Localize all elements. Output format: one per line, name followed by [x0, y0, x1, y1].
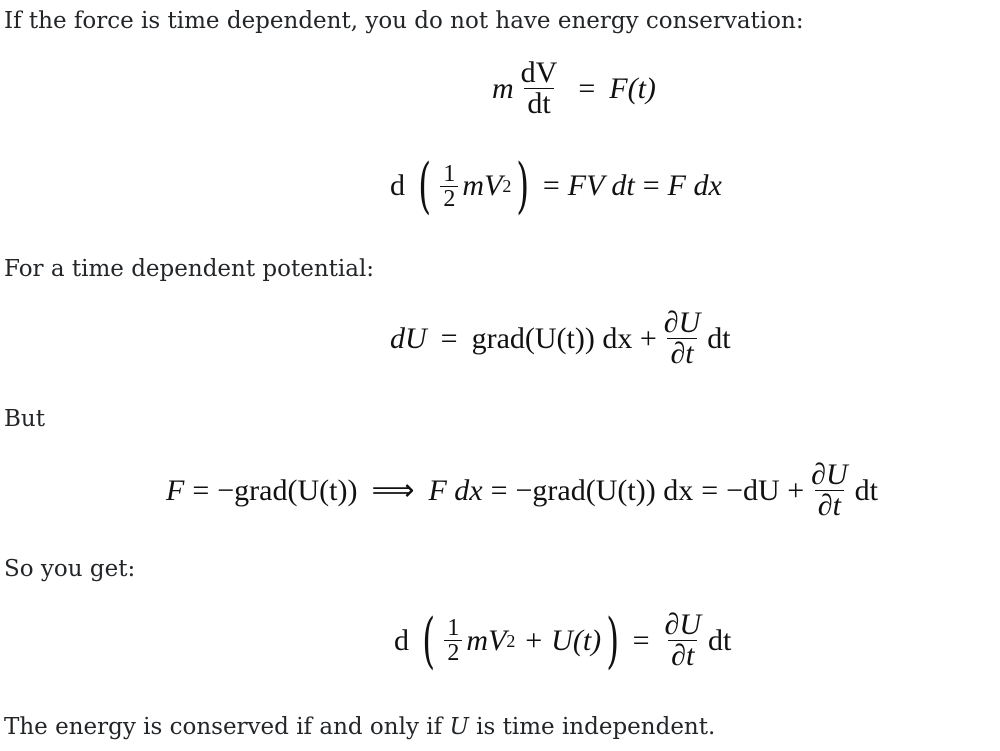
paragraph-but: But: [4, 406, 45, 432]
equation-energy: [394, 605, 732, 676]
eq2-rhs-1: FV dt: [567, 169, 635, 202]
eq4-denominator: ∂t: [815, 490, 844, 521]
paragraph-so-you-get: So you get:: [4, 556, 136, 582]
eq2-right-paren: ): [516, 151, 530, 221]
eq1-rhs: F(t): [609, 71, 656, 105]
eq5-right-paren: ): [606, 605, 620, 676]
eq4-numerator: ∂U: [811, 458, 848, 491]
eq2-d: d: [390, 169, 405, 202]
eq3-lhs: dU: [390, 321, 427, 355]
eq5-denominator: ∂t: [668, 640, 697, 671]
eq2-half: [440, 162, 458, 211]
eq2-equals-1: =: [542, 169, 560, 202]
eq2-equals-2: =: [642, 169, 660, 202]
eq5-v: V: [488, 623, 507, 657]
eq1-mass: m: [492, 71, 514, 105]
eq5-dt: dt: [708, 623, 732, 657]
eq1-denominator: dt: [524, 88, 553, 119]
eq2-square: 2: [502, 176, 512, 196]
eq5-half-num: 1: [447, 615, 460, 641]
eq1-numerator: dV: [520, 56, 558, 89]
eq4-fdx: F dx: [428, 473, 483, 507]
eq1-fraction: [518, 58, 561, 119]
eq5-left-paren: (: [422, 605, 436, 676]
eq4-minus-du: −dU +: [726, 473, 805, 507]
eq5-m: m: [466, 623, 489, 657]
equation-kinetic: [390, 151, 722, 221]
eq4-f: F: [166, 473, 185, 507]
eq5-d: d: [394, 623, 409, 657]
eq2-v: V: [484, 169, 503, 202]
conclusion-pre: The energy is conserved if and only if: [4, 714, 450, 740]
eq5-half-den: 2: [444, 640, 462, 665]
conclusion-post: is time independent.: [468, 714, 716, 740]
eq3-grad: grad(U(t)) dx +: [471, 321, 657, 355]
eq3-numerator: ∂U: [663, 306, 701, 339]
eq4-partial: [808, 460, 851, 521]
eq2-half-den: 2: [440, 186, 458, 211]
eq3-dt: dt: [707, 321, 731, 355]
eq3-denominator: ∂t: [667, 338, 696, 369]
eq5-square: 2: [506, 630, 516, 651]
eq4-implies: ⟹: [371, 473, 415, 507]
eq1-equals: =: [578, 71, 596, 105]
paragraph-time-dependent: For a time dependent potential:: [4, 256, 375, 282]
eq5-equals: =: [632, 623, 650, 657]
equation-potential-differential: [390, 308, 731, 369]
eq5-half: [444, 616, 462, 665]
eq4-equals-1: =: [192, 473, 210, 507]
eq3-partial: [661, 308, 704, 369]
conclusion-var: U: [449, 714, 469, 740]
eq4-grad-1: −grad(U(t)): [217, 473, 358, 507]
eq2-half-num: 1: [443, 160, 456, 187]
eq3-equals: =: [440, 321, 458, 355]
eq5-plus-u: + U(t): [523, 623, 602, 657]
equation-force-gradient: [166, 460, 878, 521]
eq2-left-paren: (: [418, 151, 432, 221]
eq4-grad-2: −grad(U(t)) dx: [515, 473, 694, 507]
paragraph-conclusion: [4, 712, 715, 742]
eq2-m: m: [462, 169, 485, 202]
eq2-rhs-2: F dx: [667, 169, 722, 202]
eq4-dt: dt: [854, 473, 878, 507]
eq4-equals-3: =: [701, 473, 719, 507]
eq4-equals-2: =: [490, 473, 508, 507]
eq5-partial: [662, 610, 705, 671]
eq5-numerator: ∂U: [664, 608, 701, 641]
equation-newton: [492, 58, 656, 119]
paragraph-intro: If the force is time dependent, you do not have energy conservation:: [4, 8, 804, 34]
